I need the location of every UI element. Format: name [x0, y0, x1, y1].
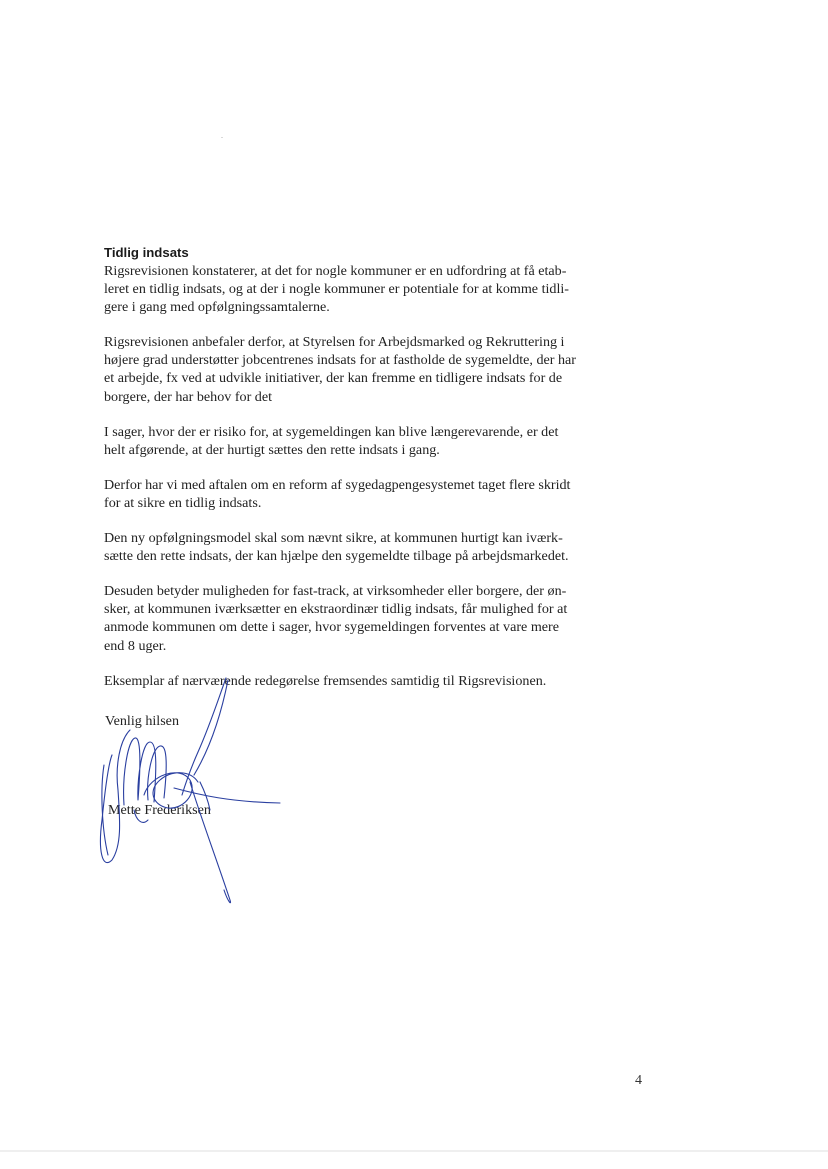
section-heading: Tidlig indsats: [104, 245, 189, 260]
paragraph-reform: Derfor har vi med aftalen om en reform af sygedagpengesystemet taget flere skridt for at sikre en tidlig indsats.: [104, 476, 571, 511]
salutation: Venlig hilsen: [105, 713, 179, 729]
paragraph-fast-track: Desuden betyder muligheden for fast-track, at virksomheder eller borgere, der øn- sker, at kommunen iværksætter en ekstraordinær tidlig indsats, får mulighed for at anmode kommunen om dette i sager, hvor sygemeldingen forventes at vare mere end 8 uger.: [104, 583, 568, 654]
paragraph-findings: Rigsrevisionen konstaterer, at det for nogle kommuner er en udfordring at få etab- leret en tidlig indsats, og at der i nogle kommuner er potentiale for at komme tidli- gere i gang med opfølgningssamtalerne.: [104, 263, 569, 316]
page-number: 4: [635, 1073, 642, 1088]
handwritten-signature-icon: [90, 670, 300, 910]
letter-body: [104, 244, 604, 707]
paragraph-recommendation: Rigsrevisionen anbefaler derfor, at Styrelsen for Arbejdsmarked og Rekruttering i højere grad understøtter jobcentrenes indsats for at fastholde de sygemeldte, der har et arbejde, fx ved at udvikle initiativer, der kan fremme en tidligere indsats for de borgere, der har behov for det: [104, 334, 576, 405]
signer-name: Mette Frederiksen: [108, 802, 211, 818]
paragraph-follow-up-model: Den ny opfølgningsmodel skal som nævnt sikre, at kommunen hurtigt kan iværk- sætte den rette indsats, der kan hjælpe den sygemeldte tilbage på arbejdsmarkedet.: [104, 530, 569, 565]
paragraph-risk: I sager, hvor der er risiko for, at sygemeldingen kan blive længerevarende, er det helt afgørende, at der hurtigt sættes den rette indsats i gang.: [104, 423, 559, 458]
paragraph-copy-note: Eksemplar af nærværende redegørelse fremsendes samtidig til Rigsrevisionen.: [104, 672, 547, 689]
scan-bottom-edge: [0, 1150, 828, 1152]
scan-speck: [221, 137, 223, 138]
